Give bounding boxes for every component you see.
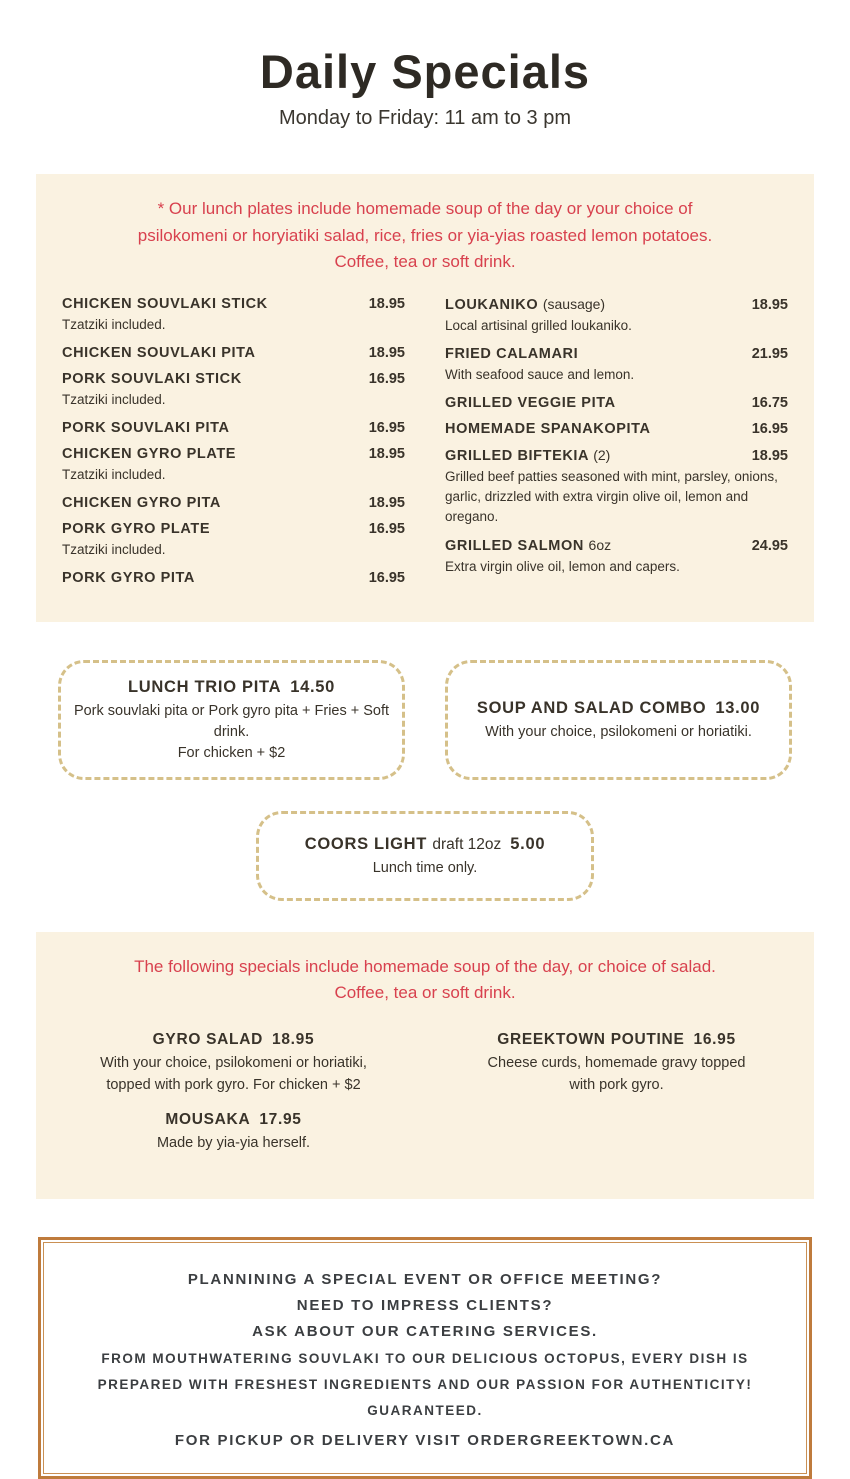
specials-grid (62, 1031, 788, 1169)
promo-desc-line: For chicken + $2 (177, 744, 286, 761)
special-price: 17.95 (259, 1110, 302, 1128)
specials-right-column (445, 1031, 788, 1169)
following-specials-section (36, 932, 814, 1199)
promo-price: 13.00 (715, 698, 761, 717)
item-price: 16.75 (751, 394, 788, 411)
catering-line-services: ASK ABOUT OUR CATERING SERVICES. (252, 1322, 598, 1340)
special-item-greektown-poutine (445, 1031, 788, 1096)
promo-price: 5.00 (510, 834, 546, 853)
catering-line-clients: NEED TO IMPRESS CLIENTS? (296, 1296, 554, 1314)
item-description: Local artisinal grilled loukaniko. (445, 317, 632, 333)
item-price: 18.95 (368, 344, 405, 361)
lunch-menu-grid (62, 296, 788, 596)
menu-item-grilled-veggie-pita (445, 395, 788, 411)
special-price: 18.95 (272, 1030, 315, 1048)
special-item-gyro-salad (62, 1031, 405, 1096)
special-price: 16.95 (693, 1030, 736, 1048)
menu-item-chicken-souvlaki-stick (62, 296, 405, 335)
promo-desc-line: Lunch time only. (372, 859, 478, 876)
menu-item-grilled-salmon (445, 537, 788, 577)
menu-item-pork-souvlaki-stick (62, 371, 405, 410)
page-subtitle: Monday to Friday: 11 am to 3 pm (279, 107, 571, 129)
item-description: Tzatziki included. (62, 391, 166, 407)
item-name: PORK SOUVLAKI PITA (62, 419, 230, 436)
lunch-intro-line-1: * Our lunch plates include homemade soup of the day or your choice of (157, 199, 693, 218)
promo-lunch-trio-pita (58, 660, 405, 780)
catering-banner (38, 1237, 812, 1479)
special-desc-line: With your choice, psilokomeni or horiatiki, (100, 1054, 367, 1071)
item-description: Extra virgin olive oil, lemon and capers. (445, 558, 680, 574)
promo-name: LUNCH TRIO PITA (128, 677, 282, 696)
special-name: MOUSAKA (165, 1110, 251, 1128)
promo-soup-and-salad-combo (445, 660, 792, 780)
catering-banner-inner (43, 1242, 807, 1474)
item-price: 18.95 (751, 296, 788, 313)
item-name: GRILLED BIFTEKIA (445, 447, 589, 464)
menu-item-fried-calamari (445, 346, 788, 385)
menu-item-pork-souvlaki-pita (62, 420, 405, 436)
item-name: FRIED CALAMARI (445, 345, 579, 362)
item-suffix: (sausage) (542, 295, 606, 312)
catering-line-ingredients: PREPARED WITH FRESHEST INGREDIENTS AND OUR PASSION FOR AUTHENTICITY! (97, 1376, 753, 1392)
item-price: 21.95 (751, 345, 788, 362)
lunch-intro-line-2: psilokomeni or horyiatiki salad, rice, fries or yia-yias roasted lemon potatoes. (137, 225, 713, 245)
promo-name: SOUP AND SALAD COMBO (476, 698, 707, 717)
catering-line-event: PLANNINING A SPECIAL EVENT OR OFFICE MEETING? (187, 1270, 663, 1288)
promo-desc-line: Pork souvlaki pita or Pork gyro pita + Fries + Soft drink. (73, 702, 390, 740)
specials-intro (62, 954, 788, 1007)
special-desc-line: Cheese curds, homemade gravy topped (487, 1054, 746, 1071)
specials-left-column (62, 1031, 405, 1169)
menu-item-chicken-souvlaki-pita (62, 345, 405, 361)
lunch-menu-left-column (62, 296, 405, 596)
lunch-plates-section (36, 174, 814, 622)
item-description: Tzatziki included. (62, 466, 166, 482)
item-description: Tzatziki included. (62, 541, 166, 557)
item-name: PORK GYRO PITA (62, 569, 196, 586)
item-name: CHICKEN SOUVLAKI STICK (62, 295, 268, 312)
item-price: 16.95 (368, 370, 405, 387)
item-price: 18.95 (368, 494, 405, 511)
page-title: Daily Specials (259, 45, 591, 98)
item-name: GRILLED VEGGIE PITA (445, 394, 616, 411)
special-item-mousaka (62, 1111, 405, 1154)
item-name: PORK GYRO PLATE (62, 520, 211, 537)
menu-item-pork-gyro-pita (62, 570, 405, 586)
item-price: 16.95 (368, 569, 405, 586)
item-price: 18.95 (751, 447, 788, 464)
catering-line-guaranteed: GUARANTEED. (367, 1402, 483, 1418)
item-name: HOMEMADE SPANAKOPITA (445, 420, 651, 437)
specials-intro-line-2: Coffee, tea or soft drink. (334, 983, 516, 1002)
item-name: GRILLED SALMON (445, 537, 584, 554)
promo-row (0, 660, 850, 780)
item-suffix: 6oz (588, 536, 612, 553)
promo-center-row (0, 811, 850, 901)
item-suffix: (2) (593, 446, 611, 463)
menu-item-pork-gyro-plate (62, 521, 405, 560)
item-name: CHICKEN GYRO PLATE (62, 445, 237, 462)
header (0, 0, 850, 130)
lunch-intro-line-3: Coffee, tea or soft drink. (334, 252, 516, 271)
lunch-menu-right-column (445, 296, 788, 596)
item-price: 16.95 (751, 420, 788, 437)
special-desc-line: Made by yia-yia herself. (156, 1134, 311, 1151)
catering-footer-ordergreektown: FOR PICKUP OR DELIVERY VISIT ORDERGREEKTOWN.CA (174, 1431, 676, 1449)
item-name: CHICKEN GYRO PITA (62, 494, 221, 511)
promo-name: COORS LIGHT (304, 834, 428, 853)
menu-item-chicken-gyro-pita (62, 495, 405, 511)
lunch-intro (62, 196, 788, 276)
promo-desc-line: With your choice, psilokomeni or horiatiki. (485, 723, 752, 740)
special-name: GREEKTOWN POUTINE (497, 1030, 685, 1048)
item-price: 16.95 (368, 419, 405, 436)
special-desc-line: with pork gyro. (569, 1076, 664, 1093)
special-desc-line: topped with pork gyro. For chicken + $2 (106, 1076, 361, 1093)
item-description: Grilled beef patties seasoned with mint, parsley, onions, garlic, drizzled with extra virgin olive oil, lemon and oregano. (445, 468, 778, 524)
item-price: 18.95 (368, 295, 405, 312)
special-name: GYRO SALAD (152, 1030, 264, 1048)
item-name: LOUKANIKO (445, 296, 539, 313)
item-description: Tzatziki included. (62, 316, 166, 332)
menu-item-homemade-spanakopita (445, 421, 788, 437)
catering-line-souvlaki: FROM MOUTHWATERING SOUVLAKI TO OUR DELICIOUS OCTOPUS, EVERY DISH IS (101, 1350, 749, 1366)
item-price: 18.95 (368, 445, 405, 462)
promo-coors-light (256, 811, 594, 901)
item-name: CHICKEN SOUVLAKI PITA (62, 344, 256, 361)
menu-item-loukaniko (445, 296, 788, 336)
item-price: 16.95 (368, 520, 405, 537)
item-name: PORK SOUVLAKI STICK (62, 370, 242, 387)
menu-item-grilled-biftekia (445, 447, 788, 527)
item-description: With seafood sauce and lemon. (445, 366, 635, 382)
specials-intro-line-1: The following specials include homemade soup of the day, or choice of salad. (134, 956, 716, 976)
promo-price: 14.50 (290, 677, 335, 696)
menu-item-chicken-gyro-plate (62, 446, 405, 485)
promo-suffix: draft 12oz (432, 835, 502, 853)
item-price: 24.95 (751, 537, 788, 554)
